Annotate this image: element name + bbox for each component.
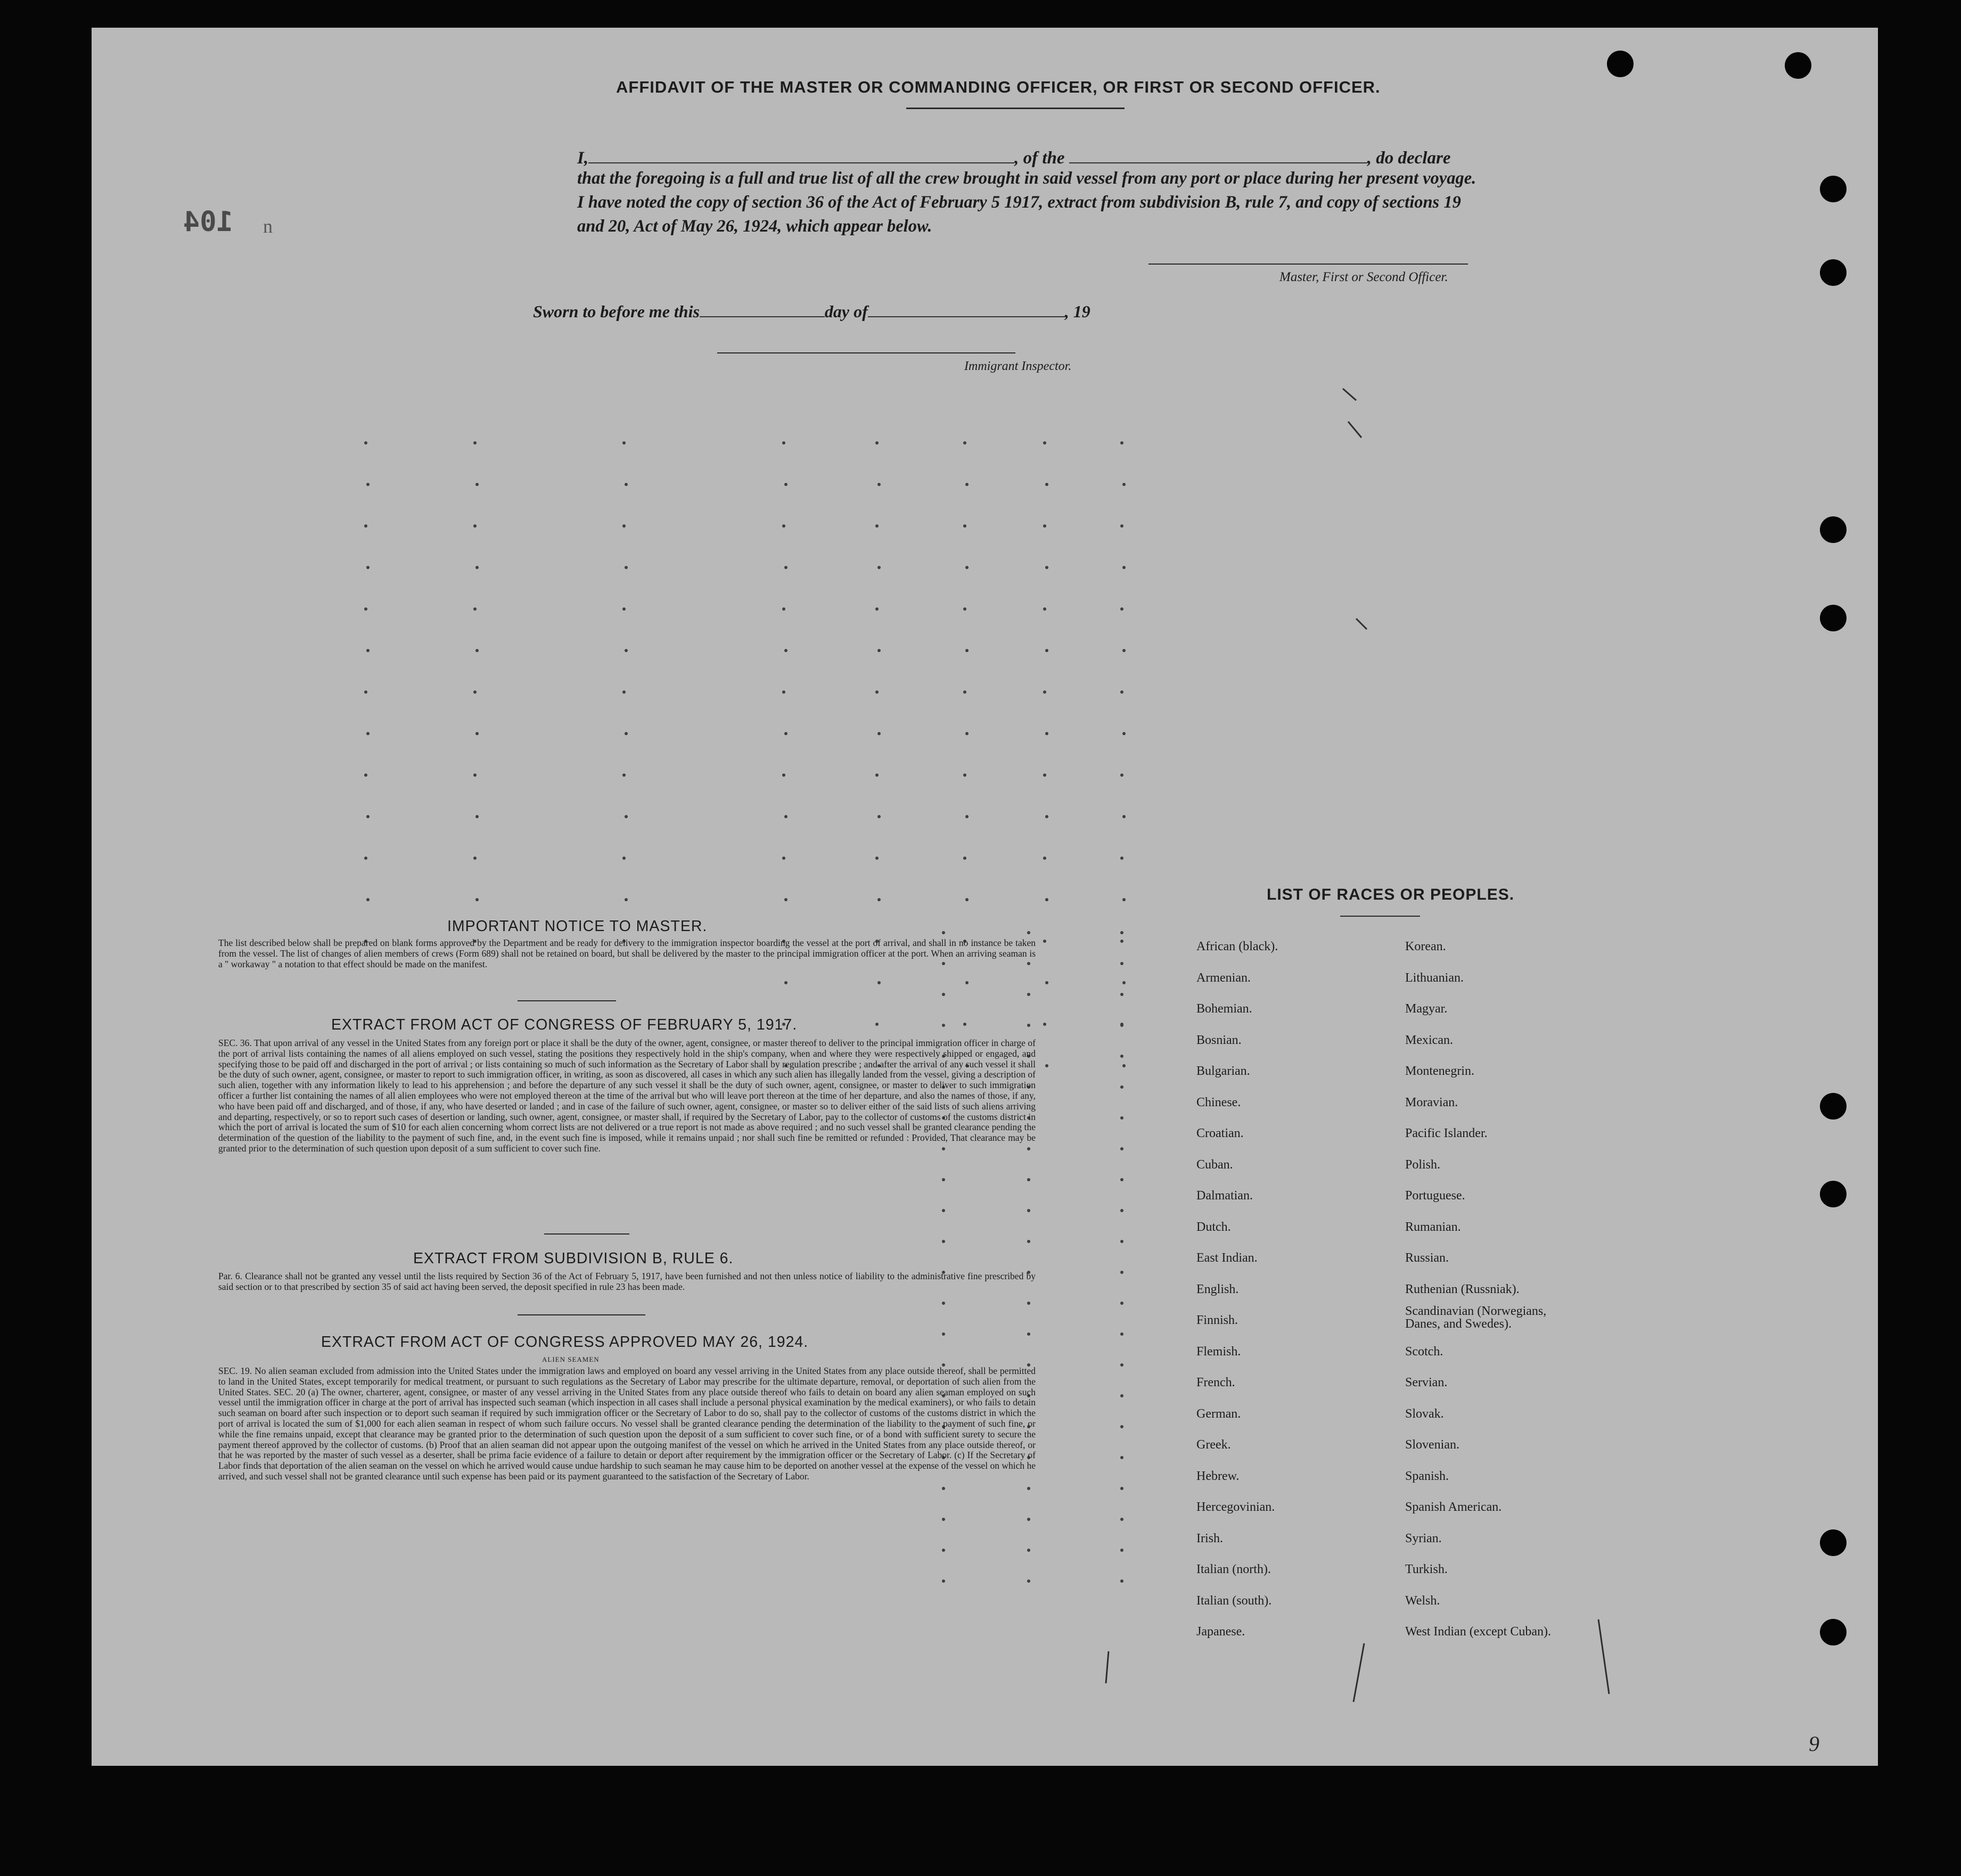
extract-1917-body: SEC. 36. That upon arrival of any vessel in the United States from any foreign port or place it shall be the duty of the owner, agent, consignee, or master thereof to deliver to the principal immigration officer in charge of the port of arrival lists containing the names of all aliens employed on such vessel, stating the positions they respectively hold in the ship's company, when and where they were respectively shipped or engaged, and specifying those to be paid off and discharged in the port of arrival ; or lists containing so much of such information as the Secretary of Labor shall by regulation prescribe ; and after the arrival of any such vessel it shall be the duty of such owner, agent, consignee, or master to report to such immigration officer, in writing, as soon as discovered, all cases in which any such alien has illegally landed from the vessel, giving a description of such alien, together with any information likely to lead to his apprehension ; and before the departure of any such vessel it shall be the duty of such owner, agent, consignee, or master to deliver to such immigration officer a further list containing the names of all alien employees who were not employed thereon at the time of the arrival but who will leave port thereon at the time of her departure, and also the names of those, if any, who have been paid off and discharged, and of those, if any, who have deserted or landed ; and in case of the failure of such owner, agent, consignee, or master so to deliver either of the said lists of such aliens arriving and departing, respectively, or so to report such cases of desertion or landing, such owner, agent, consignee, or master shall, if required by the Secretary of Labor, pay to the collector of customs of the customs district in which the port of arrival is located the sum of $10 for each alien concerning whom correct lists are not delivered or a true report is not made as above required ; and no such vessel shall be granted clearance pending the determination of the question of the liability to the payment of such fine, and, in the event such fine is imposed, while it remains unpaid ; nor shall such fine be remitted or refunded : Provided, That clearance may be granted prior to the determination of such question upon deposit of a sum sufficient to cover such fine.: [218, 1038, 1036, 1154]
race-item: Hercegovinian.: [1196, 1500, 1275, 1514]
race-item: Irish.: [1196, 1531, 1223, 1545]
race-item: Slovenian.: [1405, 1438, 1459, 1452]
race-item: Cuban.: [1196, 1157, 1233, 1172]
race-item: Spanish.: [1405, 1469, 1449, 1483]
affidavit-title: AFFIDAVIT OF THE MASTER OR COMMANDING OFFICER, OR FIRST OR SECOND OFFICER.: [616, 78, 1381, 96]
races-left-column: [1196, 931, 1278, 1648]
race-item: Polish.: [1405, 1157, 1441, 1172]
sworn-label: Sworn to before me this: [533, 302, 700, 321]
extract-1917-title: EXTRACT FROM ACT OF CONGRESS OF FEBRUARY 5, 1917.: [331, 1016, 798, 1033]
race-item: Hebrew.: [1196, 1469, 1240, 1483]
affidavit-declare-label: , do declare: [1367, 149, 1451, 168]
race-item: Lithuanian.: [1405, 970, 1464, 985]
race-item: Greek.: [1196, 1438, 1231, 1452]
race-item: Finnish.: [1196, 1313, 1238, 1327]
race-item: Dalmatian.: [1196, 1189, 1253, 1203]
punch-hole: [1820, 516, 1847, 543]
race-item: Servian.: [1405, 1376, 1448, 1389]
race-item: Italian (south).: [1196, 1593, 1272, 1608]
race-item: Welsh.: [1405, 1593, 1440, 1608]
race-item: Chinese.: [1196, 1095, 1241, 1109]
affidavit-i-label: I,: [577, 149, 589, 168]
notice-title: IMPORTANT NOTICE TO MASTER.: [447, 918, 708, 935]
race-item: Flemish.: [1196, 1344, 1241, 1359]
subdivision-b-body: Par. 6. Clearance shall not be granted any vessel until the lists required by Section 36 of the Act of February 5, 1917, have been furnished and not then unless notice of liability to the administrative fine prescribed by said section or to that prescribed by section 35 of said act having been served, the deposit specified in rule 23 has been made.: [218, 1271, 1036, 1292]
affidavit-of-the-label: , of the: [1014, 149, 1065, 168]
race-item: Turkish.: [1405, 1562, 1448, 1576]
races-title: LIST OF RACES OR PEOPLES.: [1267, 886, 1515, 903]
race-item: Scandinavian (Norwegians, Danes, and Swedes).: [1405, 1304, 1547, 1331]
race-item: Syrian.: [1405, 1531, 1442, 1545]
notice-body: The list described below shall be prepared on blank forms approved by the Department and be ready for delivery to the immigration inspector boarding the vessel at the port of arrival, and shall in no instance be taken from the vessel. The list of changes of alien members of crews (Form 689) shall not be retained on board, but shall be delivered by the master to the principal immigration officer at the port. When an arriving seaman is a " workaway " a notation to that effect should be made on the manifest.: [218, 937, 1036, 969]
race-item: Spanish American.: [1405, 1500, 1502, 1514]
affidavit-line-2: that the foregoing is a full and true list of all the crew brought in said vessel from any port or place during her present voyage.: [577, 169, 1476, 188]
race-item: German.: [1196, 1406, 1241, 1421]
punch-hole: [1820, 176, 1847, 202]
race-item: Moravian.: [1405, 1095, 1458, 1109]
race-item: Bosnian.: [1196, 1033, 1242, 1047]
race-item: Croatian.: [1196, 1126, 1244, 1140]
race-item: Russian.: [1405, 1251, 1449, 1265]
race-item: French.: [1196, 1376, 1235, 1389]
race-item: East Indian.: [1196, 1251, 1258, 1265]
races-rule: [1340, 916, 1420, 917]
race-item: Bohemian.: [1196, 1002, 1252, 1016]
extract-1924-subtitle: ALIEN SEAMEN: [542, 1355, 600, 1363]
punch-hole: [1820, 259, 1847, 286]
document-page: [92, 28, 1878, 1766]
race-item: English.: [1196, 1282, 1239, 1296]
sworn-day-label: day of: [824, 302, 868, 321]
corner-mark: 9: [1809, 1732, 1819, 1756]
race-item: Ruthenian (Russniak).: [1405, 1282, 1520, 1296]
bleed-through-marks: [92, 28, 1878, 1766]
punch-hole: [1785, 52, 1811, 79]
punch-hole: [1820, 1093, 1847, 1120]
extract-1917-rule: [544, 1233, 629, 1235]
subdivision-b-title: EXTRACT FROM SUBDIVISION B, RULE 6.: [413, 1250, 734, 1267]
inspector-label: Immigrant Inspector.: [964, 359, 1072, 373]
punch-hole: [1820, 605, 1847, 631]
signature-label: Master, First or Second Officer.: [1279, 270, 1448, 284]
race-item: Armenian.: [1196, 970, 1251, 985]
race-item: Dutch.: [1196, 1220, 1231, 1234]
notice-rule: [518, 1000, 616, 1001]
extract-1924-title: EXTRACT FROM ACT OF CONGRESS APPROVED MAY 26, 1924.: [321, 1334, 809, 1351]
punch-hole: [1607, 51, 1634, 77]
subdivision-b-rule: [518, 1314, 645, 1315]
extract-1924-body: SEC. 19. No alien seaman excluded from admission into the United States under the immigration laws and employed on board any vessel arriving in the United States from any place outside thereof, shall be permitted to land in the United States, except temporarily for medical treatment, or pursuant to such regulations as the Secretary of Labor may prescribe for the ultimate departure, removal, or deportation of such alien from the United States. SEC. 20 (a) The owner, charterer, agent, consignee, or master of any vessel arriving in the United States from any place outside thereof who fails to detain on board any alien seaman employed on such vessel until the immigration officer in charge at the port of arrival has inspected such seaman (which inspection in all cases shall include a personal physical examination by the medical examiners), or who fails to detain such seaman on board after such inspection or to deport such seaman if required by such immigration officer or the Secretary of Labor to do so, shall pay to the collector of customs of the customs district in which the port of arrival is located the sum of $1,000 for each alien seaman in respect of whom such failure occurs. No vessel shall be granted clearance pending the determination of the liability to the payment of such fine, or while the fine remains unpaid, except that clearance may be granted prior to the determination of such question upon the deposit of a sum sufficient to cover such fine, or of a bond with sufficient surety to secure the payment thereof approved by the collector of customs. (b) Proof that an alien seaman did not appear upon the outgoing manifest of the vessel on which he arrived in the United States from any place outside thereof, or that he was reported by the master of such vessel as a deserter, shall be prima facie evidence of a failure to detain or deport after requirement by the immigration officer or the Secretary of Labor. (c) If the Secretary of Labor finds that deportation of the alien seaman on the vessel on which he arrived would cause undue hardship to such seaman he may cause him to be deported on another vessel at the expense of the vessel on which he arrived, and such vessel shall not be granted clearance until such expense has been paid or its payment guaranteed to the satisfaction of the Secretary of Labor.: [218, 1365, 1036, 1482]
affidavit-line-3: I have noted the copy of section 36 of the Act of February 5 1917, extract from subdivision B, rule 7, and copy of sections 19: [577, 193, 1461, 212]
race-item: Bulgarian.: [1196, 1064, 1250, 1078]
race-item: Japanese.: [1196, 1625, 1245, 1639]
race-item: West Indian (except Cuban).: [1405, 1625, 1551, 1639]
race-item: Mexican.: [1405, 1033, 1453, 1047]
stamp-mark: n: [263, 216, 273, 237]
punch-hole: [1820, 1181, 1847, 1207]
race-item: Italian (north).: [1196, 1562, 1271, 1576]
race-item: Rumanian.: [1405, 1220, 1461, 1234]
races-right-column: [1405, 931, 1565, 1648]
race-item: Magyar.: [1405, 1002, 1448, 1016]
punch-hole: [1820, 1619, 1847, 1645]
sworn-year-label: , 19: [1064, 302, 1090, 321]
stamp-number: 104: [183, 206, 233, 238]
race-item: Portuguese.: [1405, 1189, 1465, 1203]
race-item: Scotch.: [1405, 1344, 1443, 1359]
punch-hole: [1820, 1529, 1847, 1556]
race-item: Slovak.: [1405, 1406, 1444, 1421]
affidavit-line-4: and 20, Act of May 26, 1924, which appear below.: [577, 217, 932, 236]
race-item: Montenegrin.: [1405, 1064, 1474, 1078]
race-item: African (black).: [1196, 940, 1278, 953]
race-item: Korean.: [1405, 940, 1446, 953]
race-item: Pacific Islander.: [1405, 1126, 1488, 1140]
